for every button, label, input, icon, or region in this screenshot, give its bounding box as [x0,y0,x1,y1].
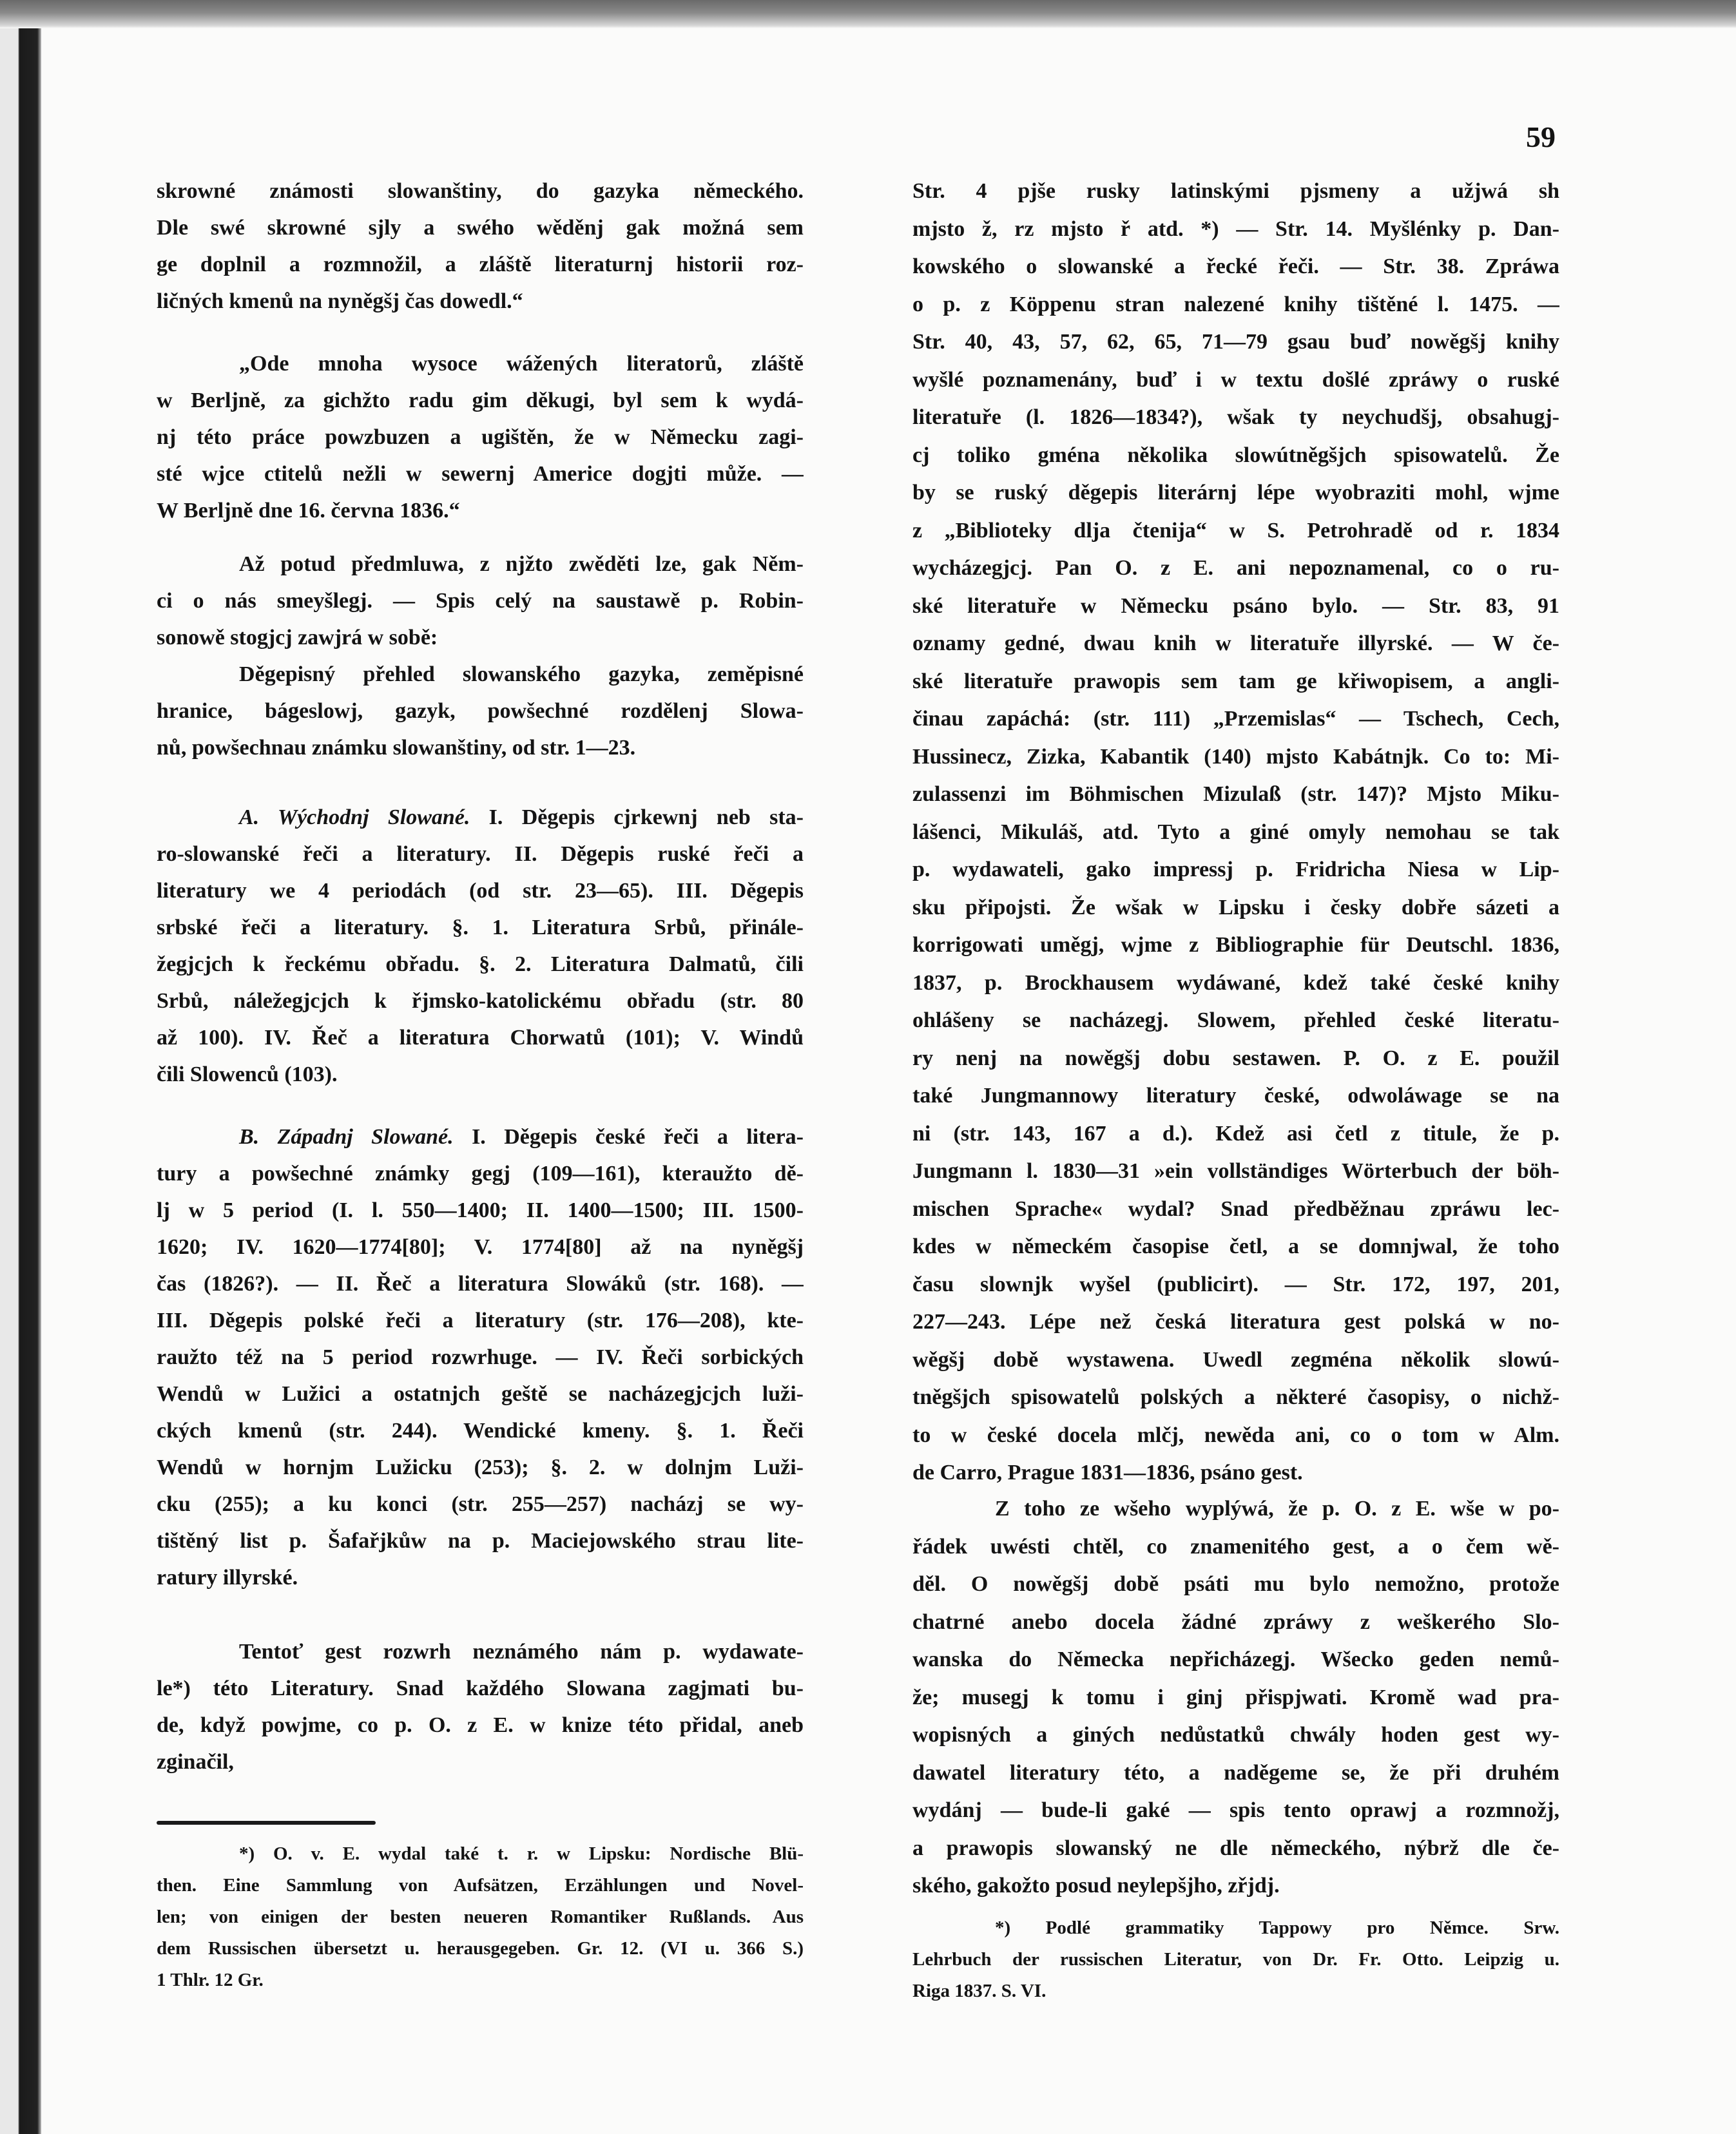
text-line: zulassenzi im Böhmischen Mizulaß (str. 147)? Mjsto Miku- [912,782,1559,806]
right-paragraph-1 [912,173,1559,1492]
text-line: ry nenj na nowěgšj dobu sestawen. P. O. z E. použil [912,1046,1559,1070]
text-line: Str. 4 pjše rusky latinskými pjsmeny a užjwá sh [912,179,1559,203]
left-paragraph-3 [157,546,804,656]
text-line: lj w 5 period (I. l. 550—1400; II. 1400—1500; III. 1500- [157,1198,804,1222]
left-paragraph-1 [157,173,804,320]
text-line: „Ode mnoha wysoce wážených literatorů, zláště [239,352,804,376]
text-line: zginačil, [157,1750,234,1774]
scan-edge-top [0,0,1736,28]
text-line: kdes w německém časopise četl, a se domnjwal, že toho [912,1235,1559,1258]
text-line: čas (1826?). — II. Řeč a literatura Slowáků (str. 168). — [157,1272,804,1296]
text-line: nj této práce powzbuzen a ugištěn, že w Německu zagi- [157,425,804,449]
text-line: Hussinecz, Zizka, Kabantik (140) mjsto Kabátnjk. Co to: Mi- [912,744,1559,769]
text-line: Z toho ze wšeho wyplýwá, že p. O. z E. wše w po- [995,1497,1559,1521]
left-paragraph-5-east-slavs [157,799,804,1093]
text-line: by se ruský děgepis literárnj lépe wyobraziti mohl, wjme [912,481,1559,505]
right-footnote [912,1912,1559,2007]
text-line: skrowné známosti slowanštiny, do gazyka německého. [157,179,804,203]
text-line: sté wjce ctitelů nežli w sewernj Americe dogjti může. — [157,462,804,486]
text-line: a prawopis slowanský ne dle německého, nýbrž dle če- [912,1836,1559,1860]
footnote-divider [157,1821,376,1825]
text-line: Srbů, náležegjcjch k řjmsko-katolickému obřadu (str. 80 [157,989,804,1013]
text-line: sonowě stogjcj zawjrá w sobě: [157,626,438,649]
text-line: len; von einigen der besten neueren Romantiker Rußlands. Aus [157,1907,804,1927]
text-line: Děgepisný přehled slowanského gazyka, zeměpisné [239,662,804,686]
text-line: w Berljně, za gichžto radu gim děkugi, byl sem k wydá- [157,389,804,412]
text-line: mischen Sprache« wydal? Snad předběžnau zpráwu lec- [912,1197,1559,1221]
text-line: le*) této Literatury. Snad každého Slowana zagjmati bu- [157,1677,804,1700]
text-line: wěgšj době wystawena. Uwedl zegména několik slowú- [912,1347,1559,1372]
text-line: sku připojsti. Že wšak w Lipsku i česky dobře sázeti a [912,895,1559,919]
text-line: ohlášeny se nacházegj. Slowem, přehled české literatu- [912,1008,1559,1032]
text-line: ličných kmenů na nyněgšj čas dowedl.“ [157,289,523,313]
text-line: wopisných a giných nedůstatků chwály hoden gest wy- [912,1723,1559,1747]
text-line: chatrné anebo docela žádné zpráwy z weškerého Slo- [912,1610,1559,1634]
text-line: p. wydawateli, gako impressj p. Fridricha Niesa w Lip- [912,858,1559,881]
text-line: srbské řeči a literatury. §. 1. Literatura Srbů, přinále- [157,916,804,939]
text-line: ské literatuře w Německu psáno bylo. — Str. 83, 91 [912,593,1559,618]
text-line: wydánj — bude-li gaké — spis tento oprawj a rozmnožj, [912,1798,1559,1822]
text-line: mjsto ž, rz mjsto ř atd. *) — Str. 14. Myšlénky p. Dan- [912,216,1559,241]
text-line: žegjcjch k řeckému obřadu. §. 2. Literatura Dalmatů, čili [157,952,804,976]
text-line: kowského o slowanské a řecké řeči. — Str. 38. Zpráwa [912,255,1559,278]
text-line: cj toliko gména několika slowútněgšjch spisowatelů. Že [912,443,1559,467]
text-line: 1 Thlr. 12 Gr. [157,1970,264,1990]
text-line: Až potud předmluwa, z njžto zwěděti lze, gak Něm- [239,552,804,576]
text-line [157,1119,804,1155]
left-paragraph-7 [157,1633,804,1780]
left-footnote [157,1838,804,1996]
text-line: času slownjk wyšel (publicirt). — Str. 172, 197, 201, [912,1272,1559,1296]
text-line: to w české docela mlčj, newěda ani, co o tom w Alm. [912,1423,1559,1447]
text-line: Tentoť gest rozwrh neznámého nám p. wydawate- [239,1640,804,1664]
text-line: lášenci, Mikuláš, atd. Tyto a giné omyly nemohau se tak [912,820,1559,844]
text-line: dawatel literatury této, a naděgeme se, že při druhém [912,1760,1559,1785]
text-line: ro-slowanské řeči a literatury. II. Děgepis ruské řeči a [157,842,804,866]
text-line: dem Russischen übersetzt u. herausgegeben. Gr. 12. (VI u. 366 S.) [157,1938,804,1959]
text-line: ského, gakožto posud neylepšjho, zřjdj. [912,1874,1280,1898]
text-line: then. Eine Sammlung von Aufsätzen, Erzählungen und Novel- [157,1875,804,1896]
text-segment: I. Děgepis cjrkewnj neb sta- [470,805,804,829]
text-line: 1837, p. Brockhausem wydáwané, kdež také české knihy [912,970,1559,995]
left-paragraph-4-contents [157,656,804,766]
text-line: ské literatuře prawopis sem tam ge křiwopisem, a angli- [912,669,1559,693]
text-line: ni (str. 143, 167 a d.). Kdež asi četl z titule, že p. [912,1121,1559,1146]
text-line: čili Slowenců (103). [157,1062,338,1086]
text-line: wanska do Německa nepřicházegj. Wšecko geden nemů- [912,1648,1559,1671]
text-line [157,799,804,836]
text-line: činau zapáchá: (str. 111) „Przemislas“ — Tschech, Cech, [912,707,1559,731]
text-line: Riga 1837. S. VI. [912,1981,1046,2001]
text-line: ci o nás smeyšlegj. — Spis celý na saustawě p. Robin- [157,589,804,613]
text-line: 1620; IV. 1620—1774[80]; V. 1774[80] až na nyněgšj [157,1235,804,1259]
text-line: wyšlé poznamenány, buď i w textu došlé zpráwy o ruské [912,367,1559,392]
text-line: Wendů w hornjm Lužicku (253); §. 2. w dolnjm Luži- [157,1456,804,1479]
text-line: ckých kmenů (str. 244). Wendické kmeny. §. 1. Řeči [157,1419,804,1443]
text-segment: I. Děgepis české řeči a litera- [453,1125,804,1149]
section-heading: B. Západnj Slowané. [239,1125,454,1149]
scan-edge-left [0,0,41,2134]
right-paragraph-2 [912,1490,1559,1905]
text-line: korrigowati uměgj, wjme z Bibliographie für Deutschl. 1836, [912,933,1559,957]
text-line: Wendů w Lužici a ostatnjch geště se nacházegjcjch luži- [157,1382,804,1406]
left-paragraph-6-west-slavs [157,1119,804,1596]
text-line: Lehrbuch der russischen Literatur, von Dr. Fr. Otto. Leipzig u. [912,1949,1559,1970]
text-line: *) O. v. E. wydal také t. r. w Lipsku: Nordische Blü- [239,1843,804,1864]
text-line: cku (255); a ku konci (str. 255—257) nacházj se wy- [157,1492,804,1516]
text-line: tištěný list p. Šafařjkůw na p. Maciejowského strau lite- [157,1529,804,1553]
text-line: ge doplnil a rozmnožil, a zláště literaturnj historii roz- [157,253,804,276]
text-line: že; musegj k tomu i ginj přispjwati. Kromě wad pra- [912,1685,1559,1709]
text-line: Jungmann l. 1830—31 »ein vollständiges Wörterbuch der böh- [912,1159,1559,1183]
text-line: tury a powšechné známky gegj (109—161), kteraužto dě- [157,1162,804,1186]
text-line: wycházegjcj. Pan O. z E. ani nepoznamenal, co o ru- [912,556,1559,580]
text-line: W Berljně dne 16. června 1836.“ [157,499,460,523]
left-paragraph-2-quote [157,345,804,529]
text-line: de Carro, Prague 1831—1836, psáno gest. [912,1461,1303,1485]
text-line: řádek uwésti chtěl, co znamenitého gest, a o čem wě- [912,1534,1559,1559]
text-line: raužto též na 5 period rozwrhuge. — IV. Řeči sorbických [157,1345,804,1369]
text-line: nů, powšechnau známku slowanštiny, od str. 1—23. [157,736,636,760]
text-line: literatury we 4 periodách (od str. 23—65). III. Děgepis [157,879,804,903]
text-line: III. Děgepis polské řeči a literatury (str. 176—208), kte- [157,1309,804,1332]
text-line: 227—243. Lépe než česká literatura gest polská w no- [912,1310,1559,1334]
text-line: oznamy gedné, dwau knih w literatuře illyrské. — W če- [912,631,1559,655]
text-line: *) Podlé grammatiky Tappowy pro Němce. Srw. [995,1918,1559,1938]
text-line: o p. z Köppenu stran nalezené knihy tištěné l. 1475. — [912,292,1559,316]
text-line: děl. O nowěgšj době psáti mu bylo nemožno, protože [912,1572,1559,1596]
text-line: z „Biblioteky dlja čtenija“ w S. Petrohradě od r. 1834 [912,518,1559,543]
section-heading: A. Wýchodnj Slowané. [239,805,470,829]
text-line: Dle swé skrowné sjly a swého wěděnj gak možná sem [157,216,804,240]
text-line: literatuře (l. 1826—1834?), wšak ty neychudšj, obsahugj- [912,405,1559,429]
text-line: ratury illyrské. [157,1566,298,1590]
text-line: hranice, bágeslowj, gazyk, powšechné rozdělenj Slowa- [157,699,804,723]
text-line: de, když powjme, co p. O. z E. w knize této přidal, aneb [157,1713,804,1737]
text-line: také Jungmannowy literatury české, odwoláwage se na [912,1084,1559,1108]
text-line: tněgšjch spisowatelů polských a některé časopisy, o nichž- [912,1385,1559,1409]
text-line: Str. 40, 43, 57, 62, 65, 71—79 gsau buď nowěgšj knihy [912,330,1559,354]
text-line: až 100). IV. Řeč a literatura Chorwatů (101); V. Windů [157,1026,804,1050]
page-number: 59 [1526,120,1556,153]
